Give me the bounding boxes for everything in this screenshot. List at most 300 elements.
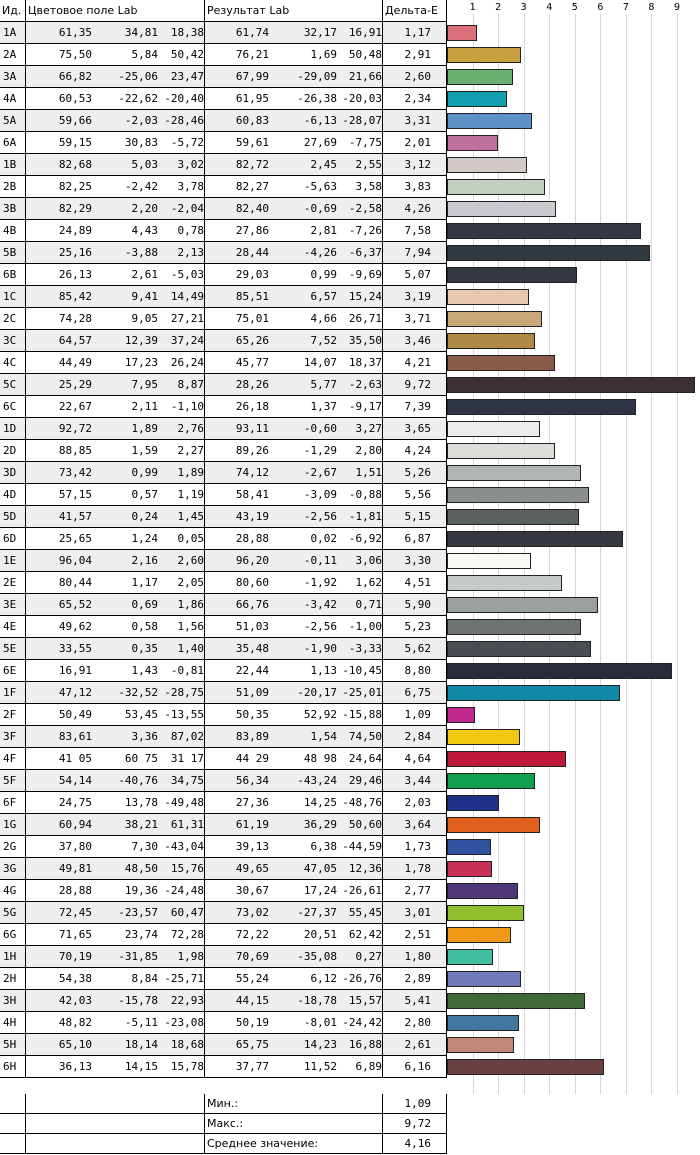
lab-b-value: 55,45 (348, 906, 382, 919)
reference-lab-cell (26, 176, 205, 198)
delta-e-cell: 3,31 (383, 110, 447, 132)
lab-l-value: 72,45 (58, 906, 92, 919)
lab-a-value: 60 75 (124, 752, 158, 765)
lab-b-value: 3,58 (355, 180, 382, 193)
lab-b-value: 1,98 (177, 950, 204, 963)
lab-b-value: 29,46 (348, 774, 382, 787)
lab-l-value: 22,44 (235, 664, 269, 677)
result-lab-cell (205, 902, 383, 924)
reference-lab-cell (26, 814, 205, 836)
header-lab-field: Цветовое поле Lab (26, 0, 205, 22)
lab-b-value: 15,76 (170, 862, 204, 875)
table-row (0, 286, 700, 308)
lab-b-value: -6,92 (348, 532, 382, 545)
lab-l-value: 25,16 (58, 246, 92, 259)
lab-a-value: 6,57 (310, 290, 337, 303)
table-row (0, 242, 700, 264)
lab-b-value: 60,47 (170, 906, 204, 919)
table-row (0, 968, 700, 990)
delta-e-cell: 3,44 (383, 770, 447, 792)
patch-id-cell: 1A (0, 22, 26, 44)
reference-lab-cell (26, 792, 205, 814)
lab-a-value: -26,38 (297, 92, 337, 105)
patch-id-cell: 1F (0, 682, 26, 704)
lab-b-value: -6,37 (348, 246, 382, 259)
result-lab-cell (205, 88, 383, 110)
lab-a-value: -1,90 (303, 642, 337, 655)
lab-l-value: 80,60 (235, 576, 269, 589)
reference-lab-cell (26, 330, 205, 352)
lab-l-value: 29,03 (235, 268, 269, 281)
lab-a-value: 1,54 (310, 730, 337, 743)
result-lab-cell (205, 374, 383, 396)
reference-lab-cell (26, 22, 205, 44)
reference-lab-cell (26, 704, 205, 726)
x-tick-label: 4 (546, 2, 553, 13)
lab-b-value: 37,24 (170, 334, 204, 347)
summary-blank (0, 1134, 26, 1154)
lab-b-value: -10,45 (342, 664, 382, 677)
lab-a-value: 0,69 (131, 598, 158, 611)
table-row (0, 660, 700, 682)
lab-b-value: -5,03 (170, 268, 204, 281)
lab-l-value: 65,52 (58, 598, 92, 611)
delta-e-cell: 9,72 (383, 374, 447, 396)
lab-l-value: 49,62 (58, 620, 92, 633)
lab-b-value: 1,19 (177, 488, 204, 501)
lab-a-value: 9,41 (131, 290, 158, 303)
delta-e-cell: 5,15 (383, 506, 447, 528)
lab-l-value: 59,61 (235, 136, 269, 149)
summary-blank (0, 1094, 26, 1114)
lab-a-value: -23,57 (118, 906, 158, 919)
patch-id-cell: 4B (0, 220, 26, 242)
lab-a-value: 5,84 (131, 48, 158, 61)
lab-l-value: 74,12 (235, 466, 269, 479)
lab-l-value: 44,15 (235, 994, 269, 1007)
lab-b-value: 35,50 (348, 334, 382, 347)
patch-id-cell: 5A (0, 110, 26, 132)
lab-a-value: -1,92 (303, 576, 337, 589)
patch-id-cell: 3G (0, 858, 26, 880)
lab-a-value: 18,14 (124, 1038, 158, 1051)
result-lab-cell (205, 704, 383, 726)
table-row (0, 704, 700, 726)
lab-l-value: 88,85 (58, 444, 92, 457)
patch-id-cell: 6A (0, 132, 26, 154)
lab-b-value: -20,40 (164, 92, 204, 105)
table-row (0, 88, 700, 110)
lab-b-value: 18,37 (348, 356, 382, 369)
lab-b-value: 24,64 (348, 752, 382, 765)
lab-b-value: -7,26 (348, 224, 382, 237)
lab-b-value: 23,47 (170, 70, 204, 83)
lab-l-value: 67,99 (235, 70, 269, 83)
max-label: Макс.: (205, 1114, 383, 1134)
delta-e-cell: 2,03 (383, 792, 447, 814)
lab-b-value: 3,06 (355, 554, 382, 567)
lab-a-value: 2,45 (310, 158, 337, 171)
result-lab-cell (205, 550, 383, 572)
lab-l-value: 50,19 (235, 1016, 269, 1029)
lab-a-value: 0,24 (131, 510, 158, 523)
patch-id-cell: 4H (0, 1012, 26, 1034)
table-row (0, 110, 700, 132)
lab-l-value: 73,02 (235, 906, 269, 919)
lab-l-value: 58,41 (235, 488, 269, 501)
reference-lab-cell (26, 242, 205, 264)
lab-l-value: 75,01 (235, 312, 269, 325)
result-lab-cell (205, 110, 383, 132)
result-lab-cell (205, 132, 383, 154)
delta-e-cell: 4,26 (383, 198, 447, 220)
header-lab-result: Результат Lab (205, 0, 383, 22)
patch-id-cell: 4C (0, 352, 26, 374)
result-lab-cell (205, 440, 383, 462)
lab-l-value: 54,38 (58, 972, 92, 985)
lab-l-value: 60,53 (58, 92, 92, 105)
delta-e-cell: 3,19 (383, 286, 447, 308)
patch-id-cell: 5E (0, 638, 26, 660)
summary-blank (26, 1114, 205, 1134)
lab-l-value: 28,88 (235, 532, 269, 545)
result-lab-cell (205, 660, 383, 682)
x-tick-label: 2 (495, 2, 502, 13)
patch-id-cell: 5G (0, 902, 26, 924)
lab-b-value: -0,88 (348, 488, 382, 501)
lab-a-value: -2,42 (124, 180, 158, 193)
delta-e-cell: 3,12 (383, 154, 447, 176)
delta-e-cell: 4,64 (383, 748, 447, 770)
lab-a-value: 2,11 (131, 400, 158, 413)
reference-lab-cell (26, 88, 205, 110)
lab-a-value: 7,95 (131, 378, 158, 391)
header-id: Ид. (0, 0, 26, 22)
patch-id-cell: 6D (0, 528, 26, 550)
lab-l-value: 50,35 (235, 708, 269, 721)
lab-b-value: 0,71 (355, 598, 382, 611)
lab-b-value: 2,76 (177, 422, 204, 435)
lab-a-value: 14,25 (303, 796, 337, 809)
lab-a-value: 0,57 (131, 488, 158, 501)
reference-lab-cell (26, 902, 205, 924)
lab-l-value: 30,67 (235, 884, 269, 897)
lab-l-value: 83,89 (235, 730, 269, 743)
result-lab-cell (205, 176, 383, 198)
result-lab-cell (205, 880, 383, 902)
lab-a-value: 19,36 (124, 884, 158, 897)
lab-a-value: -40,76 (118, 774, 158, 787)
lab-a-value: -5,11 (124, 1016, 158, 1029)
result-lab-cell (205, 22, 383, 44)
lab-a-value: 0,35 (131, 642, 158, 655)
reference-lab-cell (26, 726, 205, 748)
reference-lab-cell (26, 418, 205, 440)
lab-a-value: 2,16 (131, 554, 158, 567)
summary-blank (0, 1114, 26, 1134)
lab-a-value: -0,60 (303, 422, 337, 435)
lab-a-value: -43,24 (297, 774, 337, 787)
table-row (0, 220, 700, 242)
lab-a-value: -2,67 (303, 466, 337, 479)
lab-l-value: 39,13 (235, 840, 269, 853)
lab-l-value: 66,82 (58, 70, 92, 83)
lab-a-value: 2,20 (131, 202, 158, 215)
patch-id-cell: 4D (0, 484, 26, 506)
delta-e-cell: 7,58 (383, 220, 447, 242)
patch-id-cell: 2F (0, 704, 26, 726)
patch-id-cell: 1E (0, 550, 26, 572)
lab-a-value: -31,85 (118, 950, 158, 963)
lab-b-value: 2,27 (177, 444, 204, 457)
lab-b-value: 14,49 (170, 290, 204, 303)
lab-l-value: 59,15 (58, 136, 92, 149)
delta-e-cell: 2,77 (383, 880, 447, 902)
lab-b-value: 3,02 (177, 158, 204, 171)
table-row (0, 616, 700, 638)
lab-b-value: 1,62 (355, 576, 382, 589)
lab-b-value: -26,76 (342, 972, 382, 985)
lab-b-value: 18,68 (170, 1038, 204, 1051)
lab-a-value: 36,29 (303, 818, 337, 831)
table-row (0, 792, 700, 814)
lab-l-value: 50,49 (58, 708, 92, 721)
header-delta-e: Дельта-E (383, 0, 447, 22)
result-lab-cell (205, 924, 383, 946)
result-lab-cell (205, 198, 383, 220)
reference-lab-cell (26, 132, 205, 154)
lab-b-value: -1,81 (348, 510, 382, 523)
reference-lab-cell (26, 968, 205, 990)
lab-l-value: 66,76 (235, 598, 269, 611)
lab-b-value: -28,46 (164, 114, 204, 127)
table-row (0, 352, 700, 374)
patch-id-cell: 2E (0, 572, 26, 594)
table-row (0, 550, 700, 572)
lab-b-value: 8,87 (177, 378, 204, 391)
reference-lab-cell (26, 880, 205, 902)
patch-id-cell: 1H (0, 946, 26, 968)
reference-lab-cell (26, 748, 205, 770)
delta-e-cell: 2,89 (383, 968, 447, 990)
reference-lab-cell (26, 572, 205, 594)
delta-e-cell: 5,90 (383, 594, 447, 616)
reference-lab-cell (26, 550, 205, 572)
lab-a-value: 53,45 (124, 708, 158, 721)
result-lab-cell (205, 506, 383, 528)
table-row (0, 154, 700, 176)
lab-b-value: 16,91 (348, 26, 382, 39)
patch-id-cell: 5B (0, 242, 26, 264)
lab-l-value: 28,88 (58, 884, 92, 897)
delta-e-cell: 3,01 (383, 902, 447, 924)
result-lab-cell (205, 44, 383, 66)
lab-a-value: 1,24 (131, 532, 158, 545)
table-row (0, 44, 700, 66)
delta-e-cell: 5,07 (383, 264, 447, 286)
table-row (0, 66, 700, 88)
result-lab-cell (205, 352, 383, 374)
lab-a-value: -4,26 (303, 246, 337, 259)
lab-b-value: 61,31 (170, 818, 204, 831)
patch-id-cell: 2D (0, 440, 26, 462)
delta-e-cell: 3,30 (383, 550, 447, 572)
reference-lab-cell (26, 638, 205, 660)
reference-lab-cell (26, 440, 205, 462)
reference-lab-cell (26, 286, 205, 308)
lab-a-value: -22,62 (118, 92, 158, 105)
delta-e-cell: 2,61 (383, 1034, 447, 1056)
table-row (0, 594, 700, 616)
result-lab-cell (205, 990, 383, 1012)
lab-l-value: 65,75 (235, 1038, 269, 1051)
lab-b-value: 26,24 (170, 356, 204, 369)
lab-a-value: 9,05 (131, 312, 158, 325)
patch-id-cell: 3D (0, 462, 26, 484)
delta-e-cell: 7,39 (383, 396, 447, 418)
lab-l-value: 42,03 (58, 994, 92, 1007)
reference-lab-cell (26, 528, 205, 550)
lab-b-value: 34,75 (170, 774, 204, 787)
lab-b-value: 1,56 (177, 620, 204, 633)
lab-l-value: 47,12 (58, 686, 92, 699)
lab-b-value: -13,55 (164, 708, 204, 721)
lab-a-value: 0,02 (310, 532, 337, 545)
patch-id-cell: 6B (0, 264, 26, 286)
reference-lab-cell (26, 220, 205, 242)
table-row (0, 198, 700, 220)
lab-a-value: 14,23 (303, 1038, 337, 1051)
delta-e-cell: 1,17 (383, 22, 447, 44)
lab-l-value: 85,42 (58, 290, 92, 303)
lab-l-value: 26,13 (58, 268, 92, 281)
lab-l-value: 60,94 (58, 818, 92, 831)
lab-a-value: 1,89 (131, 422, 158, 435)
lab-b-value: -23,08 (164, 1016, 204, 1029)
delta-e-cell: 6,87 (383, 528, 447, 550)
lab-b-value: 1,45 (177, 510, 204, 523)
lab-l-value: 76,21 (235, 48, 269, 61)
delta-e-cell: 4,51 (383, 572, 447, 594)
lab-a-value: 8,84 (131, 972, 158, 985)
table-row (0, 638, 700, 660)
lab-a-value: 11,52 (303, 1060, 337, 1073)
result-lab-cell (205, 946, 383, 968)
patch-id-cell: 6H (0, 1056, 26, 1078)
lab-a-value: 34,81 (124, 26, 158, 39)
lab-a-value: 13,78 (124, 796, 158, 809)
patch-id-cell: 5F (0, 770, 26, 792)
lab-l-value: 83,61 (58, 730, 92, 743)
delta-e-cell: 6,16 (383, 1056, 447, 1078)
reference-lab-cell (26, 374, 205, 396)
lab-a-value: -2,03 (124, 114, 158, 127)
lab-a-value: 1,17 (131, 576, 158, 589)
lab-l-value: 43,19 (235, 510, 269, 523)
lab-l-value: 41,57 (58, 510, 92, 523)
patch-id-cell: 3B (0, 198, 26, 220)
lab-a-value: 32,17 (303, 26, 337, 39)
lab-l-value: 82,29 (58, 202, 92, 215)
lab-l-value: 25,29 (58, 378, 92, 391)
table-row (0, 506, 700, 528)
lab-l-value: 65,26 (235, 334, 269, 347)
result-lab-cell (205, 594, 383, 616)
lab-a-value: 7,52 (310, 334, 337, 347)
lab-a-value: -18,78 (297, 994, 337, 1007)
lab-b-value: 1,40 (177, 642, 204, 655)
reference-lab-cell (26, 1034, 205, 1056)
reference-lab-cell (26, 770, 205, 792)
patch-id-cell: 5D (0, 506, 26, 528)
table-row (0, 308, 700, 330)
lab-l-value: 82,68 (58, 158, 92, 171)
patch-id-cell: 1D (0, 418, 26, 440)
lab-a-value: 6,38 (310, 840, 337, 853)
lab-l-value: 25,65 (58, 532, 92, 545)
lab-l-value: 96,20 (235, 554, 269, 567)
table-row (0, 858, 700, 880)
lab-b-value: -26,61 (342, 884, 382, 897)
min-label: Мин.: (205, 1094, 383, 1114)
reference-lab-cell (26, 44, 205, 66)
lab-l-value: 35,48 (235, 642, 269, 655)
lab-a-value: -35,08 (297, 950, 337, 963)
table-row (0, 1034, 700, 1056)
result-lab-cell (205, 572, 383, 594)
max-value: 9,72 (383, 1114, 447, 1134)
lab-b-value: -9,69 (348, 268, 382, 281)
lab-l-value: 37,77 (235, 1060, 269, 1073)
lab-b-value: 2,55 (355, 158, 382, 171)
delta-e-cell: 3,46 (383, 330, 447, 352)
result-lab-cell (205, 792, 383, 814)
table-row (0, 836, 700, 858)
lab-b-value: 15,78 (170, 1060, 204, 1073)
lab-b-value: 74,50 (348, 730, 382, 743)
reference-lab-cell (26, 836, 205, 858)
lab-a-value: 52,92 (303, 708, 337, 721)
patch-id-cell: 2H (0, 968, 26, 990)
lab-b-value: 0,78 (177, 224, 204, 237)
delta-e-cell: 5,62 (383, 638, 447, 660)
lab-a-value: -25,06 (118, 70, 158, 83)
lab-l-value: 82,27 (235, 180, 269, 193)
lab-b-value: -49,48 (164, 796, 204, 809)
table-row (0, 726, 700, 748)
reference-lab-cell (26, 352, 205, 374)
lab-l-value: 59,66 (58, 114, 92, 127)
lab-l-value: 24,75 (58, 796, 92, 809)
delta-e-cell: 7,94 (383, 242, 447, 264)
delta-e-cell: 1,78 (383, 858, 447, 880)
lab-a-value: -32,52 (118, 686, 158, 699)
lab-a-value: -27,37 (297, 906, 337, 919)
lab-l-value: 75,50 (58, 48, 92, 61)
delta-e-cell: 2,34 (383, 88, 447, 110)
result-lab-cell (205, 462, 383, 484)
delta-e-cell: 6,75 (383, 682, 447, 704)
lab-l-value: 82,25 (58, 180, 92, 193)
lab-b-value: 2,13 (177, 246, 204, 259)
result-lab-cell (205, 418, 383, 440)
result-lab-cell (205, 66, 383, 88)
lab-l-value: 92,72 (58, 422, 92, 435)
patch-id-cell: 4A (0, 88, 26, 110)
lab-a-value: -29,09 (297, 70, 337, 83)
lab-a-value: 14,15 (124, 1060, 158, 1073)
reference-lab-cell (26, 858, 205, 880)
